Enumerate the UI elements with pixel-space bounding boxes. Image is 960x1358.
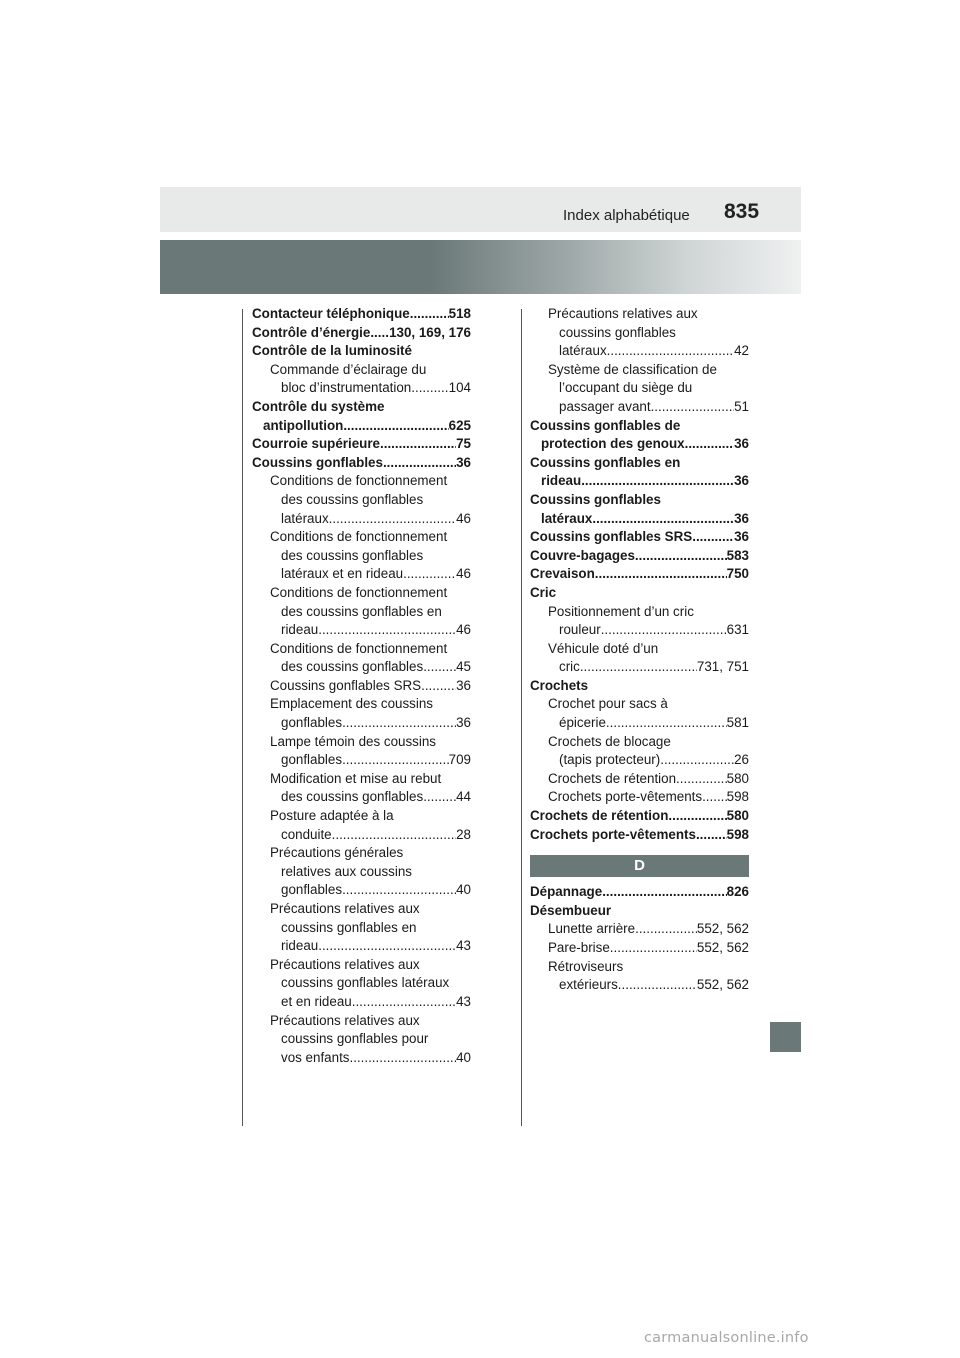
left-column-rule	[242, 309, 243, 1126]
index-subentry-line: coussins gonflables en	[281, 919, 417, 935]
page-reference: 36	[456, 715, 471, 731]
entry-label: gonflables	[281, 715, 343, 731]
entry-label: (tapis protecteur)	[559, 752, 661, 768]
dot-leader	[383, 454, 456, 473]
page-reference: 43	[456, 993, 471, 1009]
entry-label: Couvre-bagages	[530, 547, 635, 563]
entry-label: rideau	[541, 473, 582, 489]
index-subentry-line: Posture adaptée à la	[270, 808, 394, 824]
page-reference: 518	[448, 306, 471, 321]
index-subentry-line: Précautions relatives aux	[270, 901, 420, 916]
entry-label: antipollution	[263, 417, 344, 433]
index-subentry-line: Précautions relatives aux	[548, 306, 698, 321]
index-column-2	[530, 305, 749, 995]
index-subentry	[252, 826, 471, 845]
index-entry	[530, 883, 749, 902]
index-subentry	[252, 658, 471, 677]
index-entry	[530, 565, 749, 584]
index-subentry-line: Modification et mise au rebut	[270, 770, 442, 786]
index-entry	[530, 807, 749, 826]
section-title: Index alphabétique	[563, 207, 690, 224]
dot-leader	[423, 788, 456, 807]
page-reference: 36	[734, 473, 749, 489]
dot-leader	[318, 621, 456, 640]
entry-label: Coussins gonflables	[252, 454, 383, 470]
page-reference: 36	[456, 677, 471, 693]
section-letter-header: D	[530, 855, 749, 877]
index-heading-line: Coussins gonflables	[530, 491, 661, 507]
entry-label: gonflables	[281, 752, 343, 768]
page-reference: 598	[726, 826, 749, 842]
entry-label: latéraux	[541, 510, 593, 526]
entry-label: rouleur	[559, 622, 601, 638]
index-subentry-line: Précautions relatives aux	[270, 956, 420, 972]
page-reference: 598	[726, 789, 749, 805]
dot-leader	[602, 883, 726, 902]
page-reference: 43	[456, 938, 471, 954]
index-subentry-line: Lampe témoin des coussins	[270, 733, 436, 749]
index-entry	[252, 435, 471, 454]
dot-leader	[696, 826, 727, 845]
index-subentry-line: Crochet pour sacs à	[548, 696, 668, 712]
page-reference: 36	[734, 436, 749, 452]
entry-label: et en rideau	[281, 993, 352, 1009]
dot-leader	[343, 417, 448, 436]
index-subentry-line: Précautions générales	[270, 845, 404, 861]
dot-leader	[329, 510, 456, 529]
entry-label: extérieurs	[559, 977, 618, 993]
dot-leader	[342, 881, 456, 900]
entry-label: Pare-brise	[548, 940, 610, 955]
index-subentry-line: Conditions de fonctionnement	[270, 584, 448, 600]
dot-leader	[380, 435, 456, 454]
entry-label: Crochets de rétention	[530, 808, 669, 824]
dot-leader	[685, 435, 735, 454]
index-subentry-line: Précautions relatives aux	[270, 1012, 420, 1028]
dot-leader	[607, 342, 734, 361]
index-subentry-line: l’occupant du siège du	[559, 380, 693, 396]
page-reference: 36	[734, 510, 749, 526]
dot-leader	[676, 770, 727, 789]
index-heading-line: Désembueur	[530, 902, 612, 918]
entry-label: Coussins gonflables SRS	[270, 677, 422, 693]
entry-label: épicerie	[559, 715, 606, 731]
index-subentry-line: coussins gonflables	[559, 324, 676, 340]
index-subentry-line: Positionnement d’un cric	[548, 603, 694, 619]
index-subentry-line: Conditions de fonctionnement	[270, 529, 448, 545]
entry-label: Contacteur téléphonique	[252, 306, 410, 321]
index-subentry-line: des coussins gonflables en	[281, 603, 442, 619]
dot-leader	[370, 324, 389, 343]
index-subentry	[530, 920, 749, 939]
entry-label: Crochets de rétention	[548, 770, 677, 786]
index-subentry	[530, 621, 749, 640]
index-subentry	[252, 937, 471, 956]
index-entry	[530, 547, 749, 566]
page-reference: 709	[448, 752, 471, 768]
index-subentry	[530, 976, 749, 995]
index-column-1	[252, 305, 471, 1067]
index-entry	[530, 510, 749, 529]
dot-leader	[660, 751, 734, 770]
page-reference: 631	[726, 622, 749, 638]
entry-label: bloc d’instrumentation	[281, 380, 412, 396]
entry-label: cric	[559, 659, 580, 675]
entry-label: rideau	[281, 622, 319, 638]
page-reference: 552, 562	[696, 977, 749, 993]
entry-label: Crochets porte-vêtements	[548, 789, 703, 805]
page-reference: 750	[726, 566, 749, 582]
dot-leader	[595, 565, 727, 584]
page-reference: 552, 562	[696, 921, 749, 937]
page-reference: 552, 562	[696, 940, 749, 955]
index-heading-line: Contrôle du système	[252, 398, 385, 414]
index-subentry-line: des coussins gonflables	[281, 547, 424, 563]
page-reference: 581	[726, 715, 749, 731]
watermark-text: carmanualsonline.info	[644, 1330, 809, 1346]
page-reference: 40	[456, 882, 471, 898]
index-entry	[530, 528, 749, 547]
entry-label: latéraux	[559, 343, 607, 359]
index-subentry	[530, 788, 749, 807]
index-subentry	[252, 1049, 471, 1068]
index-subentry-line: Véhicule doté d’un	[548, 640, 659, 656]
dot-leader	[668, 807, 726, 826]
index-subentry-line: coussins gonflables pour	[281, 1031, 429, 1047]
index-subentry-line: coussins gonflables latéraux	[281, 975, 450, 991]
page-reference: 36	[734, 529, 749, 545]
index-subentry	[530, 770, 749, 789]
entry-label: Coussins gonflables SRS	[530, 529, 693, 545]
entry-label: Courroie supérieure	[252, 436, 380, 452]
dot-leader	[606, 714, 727, 733]
entry-label: vos enfants	[281, 1049, 350, 1065]
dot-leader	[403, 565, 456, 584]
index-subentry	[530, 714, 749, 733]
index-subentry-line: Emplacement des coussins	[270, 696, 433, 712]
page-reference: 36	[456, 454, 471, 470]
dot-leader	[342, 714, 456, 733]
index-subentry	[530, 658, 749, 677]
entry-label: Crevaison	[530, 566, 595, 582]
dot-leader	[410, 305, 449, 324]
index-subentry-line: Conditions de fonctionnement	[270, 473, 448, 489]
entry-label: latéraux et en rideau	[281, 566, 404, 582]
page-reference: 45	[456, 659, 471, 675]
index-subentry	[252, 510, 471, 529]
dot-leader	[332, 826, 456, 845]
index-subentry	[252, 379, 471, 398]
dot-leader	[618, 976, 697, 995]
index-heading-line: Contrôle de la luminosité	[252, 343, 412, 359]
index-heading-line: Cric	[530, 584, 557, 600]
page-reference: 46	[456, 510, 471, 526]
dot-leader	[423, 658, 456, 677]
index-entry	[530, 826, 749, 845]
index-subentry	[530, 342, 749, 361]
dot-leader	[635, 920, 697, 939]
dot-leader	[352, 993, 456, 1012]
index-subentry	[252, 565, 471, 584]
entry-label: passager avant	[559, 398, 651, 414]
page-reference: 51	[734, 398, 749, 414]
page-reference: 104	[448, 380, 471, 396]
index-entry	[252, 305, 471, 324]
page-reference: 44	[456, 789, 471, 805]
page-reference: 75	[456, 436, 471, 452]
index-subentry	[252, 677, 471, 696]
index-entry	[252, 417, 471, 436]
index-entry	[530, 435, 749, 454]
index-subentry-line: Système de classification de	[548, 361, 717, 377]
dot-leader	[592, 510, 734, 529]
dot-leader	[601, 621, 727, 640]
entry-label: Dépannage	[530, 884, 603, 900]
dot-leader	[580, 658, 697, 677]
page-reference: 130, 169, 176	[389, 324, 471, 340]
entry-label: latéraux	[281, 510, 329, 526]
page-reference: 42	[734, 343, 749, 359]
index-subentry	[252, 993, 471, 1012]
dot-leader	[635, 547, 727, 566]
dot-leader	[318, 937, 456, 956]
dot-leader	[421, 677, 456, 696]
page-reference: 28	[456, 826, 471, 842]
index-heading-line: Crochets	[530, 677, 589, 693]
entry-label: Contrôle d’énergie	[252, 324, 371, 340]
entry-label: gonflables	[281, 882, 343, 898]
index-subentry	[530, 751, 749, 770]
page-number: 835	[724, 200, 760, 223]
dot-leader	[651, 398, 735, 417]
page-reference: 583	[726, 547, 749, 563]
entry-label: des coussins gonflables	[281, 659, 424, 675]
page-reference: 46	[456, 622, 471, 638]
page-reference: 46	[456, 566, 471, 582]
dot-leader	[349, 1049, 456, 1068]
page-reference: 826	[726, 884, 749, 900]
chapter-thumb-tab	[770, 1022, 801, 1052]
dot-leader	[702, 788, 727, 807]
index-heading-line: Coussins gonflables de	[530, 417, 681, 433]
dot-leader	[342, 751, 449, 770]
header-bar	[160, 187, 801, 232]
entry-label: des coussins gonflables	[281, 789, 424, 805]
index-subentry	[252, 881, 471, 900]
index-heading-line: Coussins gonflables en	[530, 454, 681, 470]
index-subentry	[252, 788, 471, 807]
page-reference: 580	[726, 808, 749, 824]
index-subentry	[252, 751, 471, 770]
index-subentry-line: Commande d’éclairage du	[270, 361, 427, 377]
page-reference: 40	[456, 1049, 471, 1065]
entry-label: protection des genoux	[541, 436, 685, 452]
middle-column-rule	[521, 309, 522, 1126]
page-reference: 625	[448, 417, 471, 433]
index-subentry	[530, 398, 749, 417]
dot-leader	[610, 939, 697, 958]
dot-leader	[581, 472, 734, 491]
index-entry	[252, 454, 471, 473]
index-entry	[252, 324, 471, 343]
index-subentry	[252, 621, 471, 640]
index-subentry-line: Rétroviseurs	[548, 958, 624, 974]
header-gradient-band	[160, 240, 801, 294]
index-subentry-line: des coussins gonflables	[281, 491, 424, 507]
index-subentry	[530, 939, 749, 958]
page-reference: 580	[726, 770, 749, 786]
index-subentry-line: relatives aux coussins	[281, 863, 412, 879]
index-entry	[530, 472, 749, 491]
index-subentry	[252, 714, 471, 733]
index-subentry-line: Crochets de blocage	[548, 733, 671, 749]
dot-leader	[692, 528, 734, 547]
entry-label: Crochets porte-vêtements	[530, 826, 696, 842]
entry-label: Lunette arrière	[548, 921, 636, 937]
page-reference: 26	[734, 752, 749, 768]
dot-leader	[411, 379, 448, 398]
page-reference: 731, 751	[696, 659, 749, 675]
entry-label: conduite	[281, 826, 332, 842]
entry-label: rideau	[281, 938, 319, 954]
index-subentry-line: Conditions de fonctionnement	[270, 640, 448, 656]
